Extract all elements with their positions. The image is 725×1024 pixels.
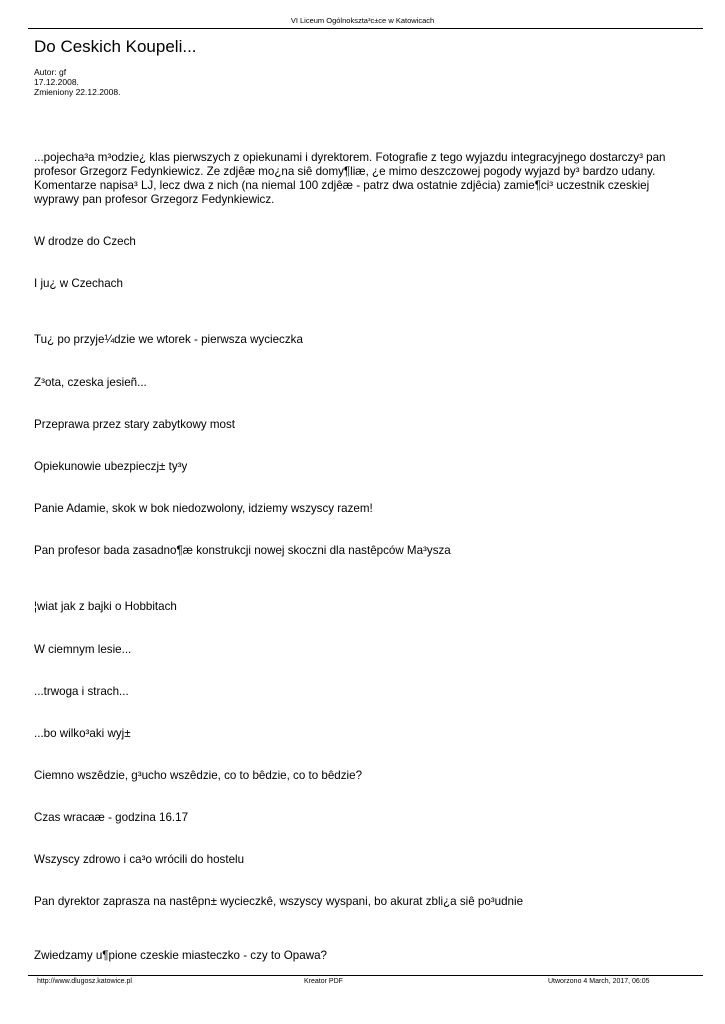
article-meta bbox=[34, 67, 120, 97]
photo-caption: Zwiedzamy u¶pione czeskie miasteczko - czy to Opawa? bbox=[34, 949, 327, 962]
header-divider bbox=[28, 28, 703, 29]
article-modified: Zmieniony 22.12.2008. bbox=[34, 87, 121, 97]
article-title: Do Ceskich Koupeli... bbox=[34, 37, 197, 56]
footer-divider bbox=[28, 975, 703, 976]
photo-caption: Tu¿ po przyje¼dzie we wtorek - pierwsza wycieczka bbox=[34, 333, 303, 346]
photo-caption: W ciemnym lesie... bbox=[34, 643, 132, 656]
photo-caption: ¦wiat jak z bajki o Hobbitach bbox=[34, 600, 177, 613]
photo-caption: ...trwoga i strach... bbox=[34, 685, 129, 698]
page-header: VI Liceum Ogólnokszta³c±ce w Katowicach bbox=[290, 16, 435, 25]
photo-caption: Przeprawa przez stary zabytkowy most bbox=[34, 418, 236, 431]
photo-caption: Opiekunowie ubezpieczj± ty³y bbox=[34, 460, 188, 473]
photo-caption: Wszyscy zdrowo i ca³o wrócili do hostelu bbox=[34, 853, 245, 866]
photo-caption: Ciemno wszêdzie, g³ucho wszêdzie, co to bêdzie, co to bêdzie? bbox=[34, 769, 363, 782]
photo-caption: ...bo wilko³aki wyj± bbox=[34, 727, 131, 740]
photo-caption: Panie Adamie, skok w bok niedozwolony, idziemy wszyscy razem! bbox=[34, 502, 373, 515]
article-intro: ...pojecha³a m³odzie¿ klas pierwszych z opiekunami i dyrektorem. Fotografie z tego wyjazdu integracyjnego dostarczy³ pan profesor Grzegorz Fedynkiewicz. Ze zdjêæ mo¿na siê domy¶liæ, ¿e mimo deszczowej pogody wyjazd by³ bardzo udany. Komentarze napisa³ LJ, lecz dwa z nich (na niemal 100 zdjêæ - patrz dwa ostatnie zdjêcia) zamie¶ci³ uczestnik czeskiej wyprawy pan profesor Grzegorz Fedynkiewicz. bbox=[34, 151, 666, 206]
footer-created: Utworzono 4 March, 2017, 06:05 bbox=[548, 978, 650, 985]
photo-caption: Czas wracaæ - godzina 16.17 bbox=[34, 811, 189, 824]
footer-generator: Kreator PDF bbox=[304, 978, 343, 985]
photo-caption: Pan profesor bada zasadno¶æ konstrukcji nowej skoczni dla nastêpców Ma³ysza bbox=[34, 544, 451, 557]
footer-url[interactable]: http://www.dlugosz.katowice.pl bbox=[37, 978, 132, 985]
article-date: 17.12.2008. bbox=[34, 77, 79, 87]
photo-caption: Z³ota, czeska jesieñ... bbox=[34, 376, 147, 389]
photo-caption: I ju¿ w Czechach bbox=[34, 277, 123, 290]
photo-caption: Pan dyrektor zaprasza na nastêpn± wycieczkê, wszyscy wyspani, bo akurat zbli¿a siê po³udnie bbox=[34, 895, 524, 908]
photo-caption: W drodze do Czech bbox=[34, 235, 136, 248]
article-author: Autor: gf bbox=[34, 67, 67, 77]
